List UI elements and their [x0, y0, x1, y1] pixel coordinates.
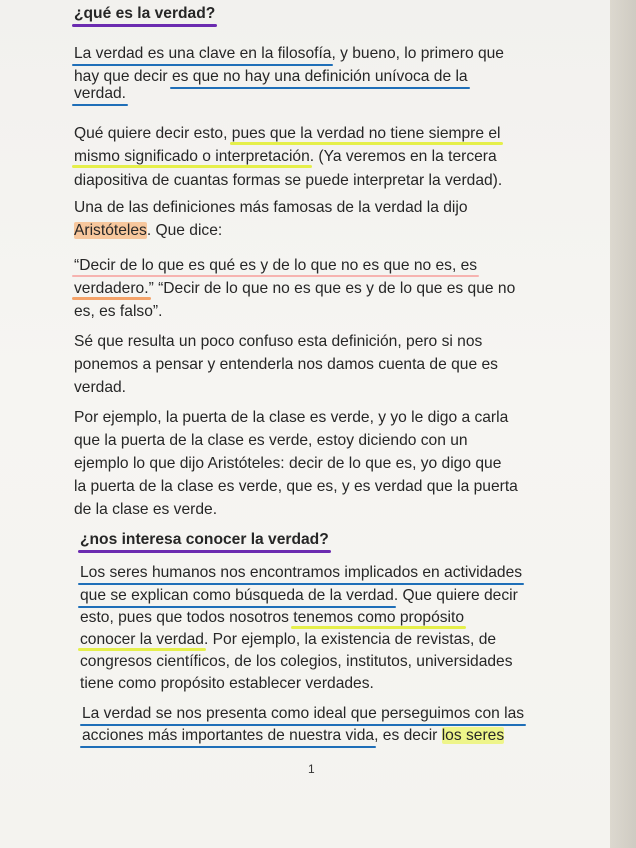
p8-line-1: La verdad se nos presenta como ideal que perseguimos con las [82, 705, 525, 722]
page-number: 1 [308, 762, 315, 776]
p7-line-3: esto, pues que todos nosotros tenemos como propósito [80, 609, 465, 626]
p4-line-2: verdadero.” “Decir de lo que no es que es y de lo que es que no [74, 280, 516, 297]
p5-line-3: verdad. [74, 379, 127, 396]
p7-line-5: congresos científicos, de los colegios, institutos, universidades [80, 653, 513, 670]
p4-line-3: es, es falso”. [74, 303, 163, 320]
p6-line-3: ejemplo lo que dijo Aristóteles: decir de lo que es, yo digo que [74, 455, 502, 472]
p7-line-4: conocer la verdad. Por ejemplo, la existencia de revistas, de [80, 631, 497, 648]
p4-line-1: “Decir de lo que es qué es y de lo que no es que no es, es [74, 257, 478, 274]
p3-line-1: Una de las definiciones más famosas de la verdad la dijo [74, 199, 468, 216]
p5-line-1: Sé que resulta un poco confuso esta definición, pero si nos [74, 333, 483, 350]
p6-line-5: de la clase es verde. [74, 501, 218, 518]
p2-line-1: Qué quiere decir esto, pues que la verdad no tiene siempre el [74, 125, 501, 142]
p1-line-3: verdad. [74, 85, 127, 102]
p6-line-1: Por ejemplo, la puerta de la clase es verde, y yo le digo a carla [74, 409, 509, 426]
page-edge-shadow [610, 0, 636, 848]
p6-line-2: que la puerta de la clase es verde, estoy diciendo con un [74, 432, 468, 449]
heading-interest-in-truth: ¿nos interesa conocer la verdad? [80, 531, 329, 548]
p8-line-2: acciones más importantes de nuestra vida, es decir los seres [82, 727, 505, 744]
p3-line-2: Aristóteles. Que dice: [74, 222, 223, 239]
heading-what-is-truth: ¿qué es la verdad? [74, 5, 216, 22]
p6-line-4: la puerta de la clase es verde, que es, y es verdad que la puerta [74, 478, 518, 495]
p1-line-2: hay que decir es que no hay una definición unívoca de la [74, 68, 468, 85]
p7-line-2: que se explican como búsqueda de la verdad. Que quiere decir [80, 587, 518, 604]
p2-line-3: diapositiva de cuantas formas se puede interpretar la verdad). [74, 172, 503, 189]
p5-line-2: ponemos a pensar y entenderla nos damos cuenta de que es [74, 356, 498, 373]
p1-line-1: La verdad es una clave en la filosofía, y bueno, lo primero que [74, 45, 504, 62]
p7-line-6: tiene como propósito establecer verdades. [80, 675, 374, 692]
p7-line-1: Los seres humanos nos encontramos implicados en actividades [80, 564, 523, 581]
p2-line-2: mismo significado o interpretación. (Ya veremos en la tercera [74, 148, 497, 165]
